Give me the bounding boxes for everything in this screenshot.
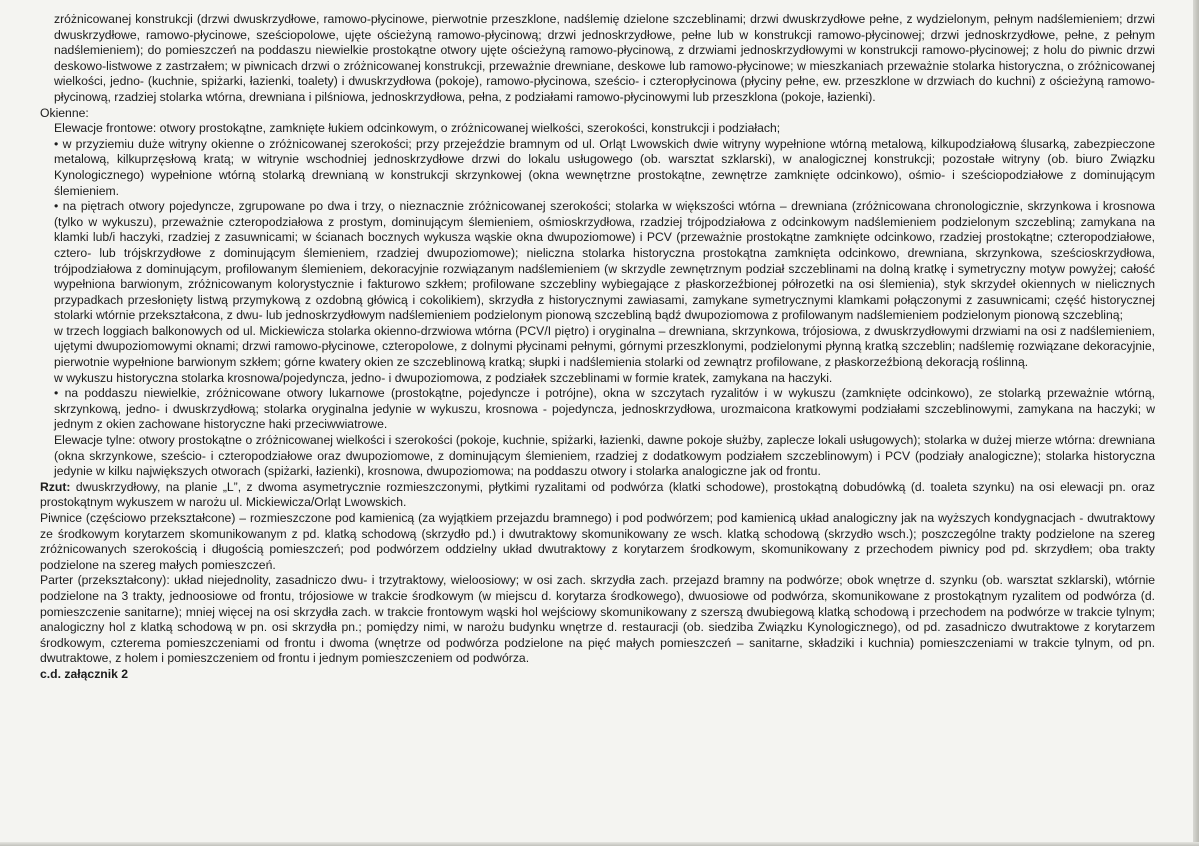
section-heading-windows: Okienne: [40,105,89,120]
continuation-note [40,667,1155,683]
scan-bottom-edge [0,842,1199,846]
paragraph-balcony-loggias: w trzech loggiach balkonowych od ul. Mickiewicza stolarka okienno-drzwiowa wtórna (PCV/I piętro) i oryginalna – drewniana, skrzynkowa, trójosiowa, z dwuskrzydłowymi drzwiami na osi z nadślemieniem, ujętymi dwupoziomowymi oknami; drzwi ramowo-płycinowe, czteropolowe, z dolnymi płycinami pełnymi, górnymi przeszklonymi, podzielonymi płynną kratką szczeblin; nadślemię rozwiązane dekoracyjnie, pierwotnie wypełnione barwionym szkłem; górne kwatery okien ze szczeblinową kratką; słupki i nadślemienia stolarki od zewnątrz profilowane, z płaskorzeźbioną dekoracją roślinną. [54,323,1155,370]
paragraph-upper-floors-windows: • na piętrach otwory pojedyncze, zgrupowane po dwa i trzy, o nieznacznie zróżnicowanej szerokości; stolarka w większości wtórna – drewniana (zróżnicowana chronologicznie, skrzynkowa i krosnowa (tylko w wykuszu), przeważnie czteropodziałowa z prostym, dominującym ślemieniem, ośmioskrzydłowa, rzadziej trójpodziałowa z odcinkowym nadślemieniem podzielonym szczebliną; zamykana na klamki lub/i haczyki, rzadziej z zasuwnicami; w ścianach bocznych wykusza wąskie okna dwupoziomowe) i PCV (przeważnie prostokątne zamknięte odcinkowo, rzadziej prostokątne; czteropodziałowe, cztero- lub trójskrzydłowe z dominującym ślemieniem, rzadziej dwupoziomowe); nieliczna stolarka historyczna prostokątna zamknięta odcinkowo, drewniana, skrzynkowa, sześcioskrzydłowa, trójpodziałowa z dominującym, profilowanym ślemieniem, dekoracyjnie rozwiązanym nadślemieniem (w skrzydle zewnętrznym podział szczeblinami na dolną kratkę i symetryczny motyw powyżej; całość wypełniona barwionym, zróżnicowanym kolorystycznie i fakturowo szkłem; profilowane szczebliny wybiegające z płaskorzeźbionej półrozetki na osi ślemienia), styk skrzydeł okiennych w nielicznych przypadkach przesłonięty listwą przymykową z ozdobną główicą i cokolikiem), skrzydła z historycznymi zawiasami, zamykane symetrycznymi klamkami połączonymi z zasuwnicami; część historycznej stolarki wtórnie przekształcona, z dwu- lub jednoskrzydłowym nadślemieniem podzielonym pionową szczebliną bądź dwupoziomowa z profilowanym nadślemieniem podzielonym pionową szczebliną; [54,199,1155,323]
plan-label: Rzut: [40,479,71,494]
scan-edge-shadow [1193,0,1199,846]
plan-text: dwuskrzydłowy, na planie „L”, z dwoma asymetrycznie rozmieszczonymi, płytkimi ryzalitami od podwórza (klatki schodowe), prostokątną dobudówką (d. toaleta szynku) na osi elewacji pn. oraz prostokątnym wykuszem w narożu ul. Mickiewicza/Orląt Lwowskich. [40,479,1155,510]
paragraph-ground-floor-shopfronts: • w przyziemiu duże witryny okienne o zróżnicowanej szerokości; przy przejeździe bramnym od ul. Orląt Lwowskich dwie witryny wypełnione wtórną metalową, kilkupodziałową ślusarką, zabezpieczone metalową, kilkuprzęsłową kratą; w witrynie wschodniej jednoskrzydłowe drzwi do lokalu usługowego (ob. warsztat szklarski), w analogicznej konstrukcji; pozostałe witryny (ob. biuro Związku Kynologicznego) wypełnione wtórną stolarką drewnianą w konstrukcji skrzynkowej (okna wewnętrzne prostokątne, zewnętrze zamknięte odcinkowo), ośmio- i sześciopodziałowe z dominującym ślemieniem. [54,136,1155,198]
paragraph-doors-continued: zróżnicowanej konstrukcji (drzwi dwuskrzydłowe, ramowo-płycinowe, pierwotnie przeszklone, nadślemię dzielone szczeblinami; drzwi dwuskrzydłowe pełne, z wydzielonym, pełnym nadślemieniem; drzwi dwuskrzydłowe, ramowo-płycinowe, sześciopolowe, ujęte ościeżyną ramowo-płycinową; drzwi jednoskrzydłowe, pełne lub w konstrukcji ramowo-płycinowej; drzwi jednoskrzydłowe, pełne, z pełnym nadślemieniem); do pomieszczeń na poddaszu niewielkie prostokątne otwory ujęte ościeżyną ramowo-płycinową, z drzwiami jednoskrzydłowymi w konstrukcji ramowo-płycinowej; z holu do piwnic drzwi deskowo-listwowe z zastrzałem; w piwnicach drzwi o zróżnicowanej konstrukcji, przeważnie drewniane, deskowe lub ramowo-płycinowe; w mieszkaniach przeważnie stolarka historyczna, o zróżnicowanej wielkości, jedno- (kuchnie, spiżarki, łazienki, toalety) i dwuskrzydłowa (pokoje), ramowo-płycinowa, sześcio- i czteropłycinowa (płyciny pełne, ew. przeszklone w drzwiach do kuchni) z ościeżyną ramowo-płycinową, rzadziej stolarka wtórna, drewniana i pilśniowa, jednoskrzydłowa, pełna, z podziałami ramowo-płycinowymi lub przeszklona (pokoje, łazienki). [54,12,1155,104]
paragraph-basements: Piwnice (częściowo przekształcone) – rozmieszczone pod kamienicą (za wyjątkiem przejazdu bramnego) i pod podwórzem; pod kamienicą układ analogiczny jak na wyższych kondygnacjach - dwutraktowy ze środkowym korytarzem skomunikowanym z pd. klatką schodową (skrzydło pd.) i dwutraktowy skomunikowany ze wsch. klatką schodową (skrzydło wsch.); poszczególne trakty podzielone na szereg zróżnicowanych szerokością i długością pomieszczeń; pod podwórzem oddzielny układ dwutraktowy z korytarzem środkowym, skomunikowany z przechodem piwnicy pod pd. skrzydłem; oba trakty podzielone na szereg małych pomieszczeń. [40,511,1155,572]
paragraph-ground-floor: Parter (przekształcony): układ niejednolity, zasadniczo dwu- i trzytraktowy, wieloosiowy; w osi zach. skrzydła zach. przejazd bramny na podwórze; obok wnętrze d. szynku (ob. warsztat szklarski), wtórnie podzielone na 3 trakty, jednoosiowe od frontu, trójosiowe w trakcie środkowym (w miejscu d. korytarza środkowego), dwuosiowe od podwórza, skomunikowane z prostokątnym ryzalitem od podwórza (d. pomieszczenie sanitarne); mniej więcej na osi skrzydła zach. w trakcie frontowym wąski hol wejściowy skomunikowany z szerszą dwubiegową klatką schodową i przechodem na podwórze w trakcie tylnym; analogiczny hol z klatką schodową w pn. osi skrzydła pn.; pomiędzy nimi, w narożu budynku wnętrze d. restauracji (ob. siedziba Związku Kynologicznego), od pd. zasadniczo dwutraktowe z korytarzem środkowym, czterema pomieszczeniami od frontu i dwoma (wnętrze od podwórza podzielone na pięć małych pomieszczeń – sanitarne, składziki i kuchnia) pomieszczeniami w trakcie tylnym, od pn. dwutraktowe, z holem i pomieszczeniem od frontu i jednym pomieszczeniem od podwórza. [40,573,1155,666]
paragraph-plan [40,480,1155,511]
continuation-label: c.d. załącznik 2 [40,666,129,681]
paragraph-front-elevations: Elewacje frontowe: otwory prostokątne, zamknięte łukiem odcinkowym, o zróżnicowanej wielkości, szerokości, konstrukcji i podziałach; [54,121,781,136]
paragraph-rear-elevations: Elewacje tylne: otwory prostokątne o zróżnicowanej wielkości i szerokości (pokoje, kuchnie, spiżarki, łazienki, dawne pokoje służby, zaplecze lokali usługowych); stolarka w dużej mierze wtórna: drewniana (okna skrzynkowe, sześcio- i czteropodziałowe oraz dwupoziomowe, z dominującym ślemieniem, rzadziej z dodatkowym podziałem szczeblinowym) i PCV (podziały analogiczne); stolarka historyczna jedynie w kilku największych otworach (spiżarki, łazienki), krosnowa, dwupoziomowa; na poddaszu otwory i stolarka analogiczne jak od frontu. [54,433,1155,479]
paragraph-oriel-joinery: w wykuszu historyczna stolarka krosnowa/pojedyncza, jedno- i dwupoziomowa, z podziałek szczeblinami w formie kratek, zamykana na haczyki. [54,370,833,385]
paragraph-attic-openings: • na poddaszu niewielkie, zróżnicowane otwory lukarnowe (prostokątne, pojedyncze i potrójne), okna w szczytach ryzalitów i w wykuszu (zamknięte odcinkowo), ze stolarką przeważnie wtórną, skrzynkową, jedno- i dwuskrzydłową; stolarka oryginalna jedynie w wykuszu, krosnowa - pojedyncza, jednoskrzydłowa, urozmaicona kratkowymi podziałami szczeblinowymi, zamykana na haczyki; w jednym z okien zachowane historyczne haki przeciwwiatrowe. [54,386,1155,432]
